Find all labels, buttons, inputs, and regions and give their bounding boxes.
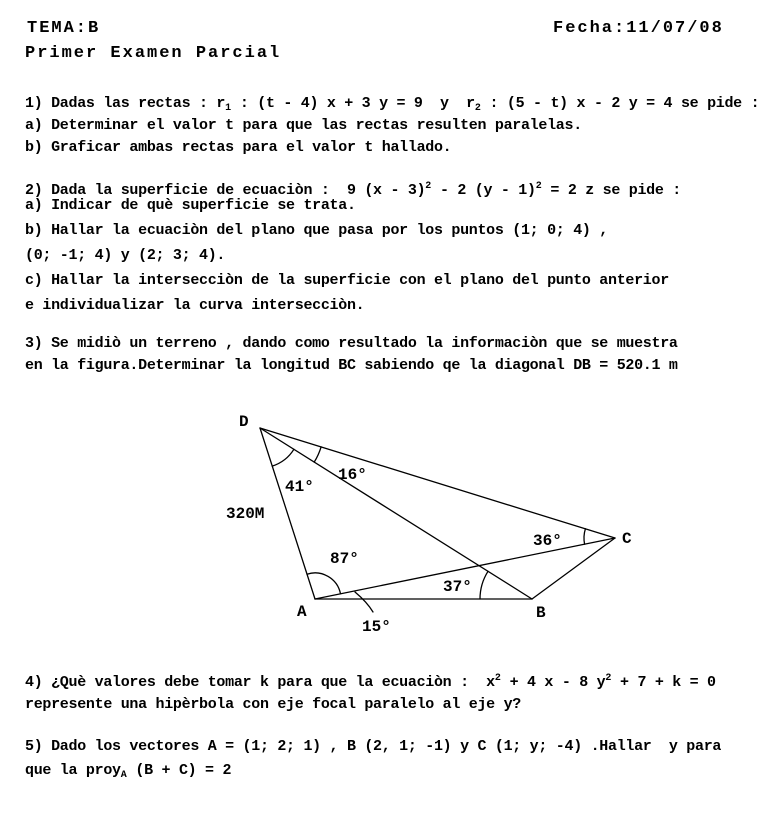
page-title: Primer Examen Parcial: [25, 44, 282, 63]
problem-1-item-b: b) Graficar ambas rectas para el valor t hallado.: [25, 139, 452, 156]
problem-2-item-c: c) Hallar la intersecciòn de la superficie con el plano del punto anterior: [25, 272, 669, 289]
angle-37-label: 37°: [443, 578, 472, 596]
problem-4-line-1: [25, 670, 716, 692]
p1-subscript-2: 2: [474, 103, 481, 114]
angle-87-label: 87°: [330, 550, 359, 568]
problem-5-line-2: [25, 762, 231, 785]
angle-arc-15: [355, 592, 373, 612]
p4-text-a: 4) ¿Què valores debe tomar k para que la ecuaciòn : x: [25, 674, 495, 691]
problem-3-line-2: en la figura.Determinar la longitud BC sabiendo qe la diagonal DB = 520.1 m: [25, 357, 678, 374]
angle-36-label: 36°: [533, 532, 562, 550]
p2-superscript-2: 2: [535, 181, 542, 192]
angle-arc-16: [314, 447, 321, 462]
p4-superscript-1: 2: [494, 673, 501, 684]
angle-arc-36: [584, 529, 585, 544]
problem-5-line-1: 5) Dado los vectores A = (1; 2; 1) , B (2, 1; -1) y C (1; y; -4) .Hallar y para: [25, 738, 722, 755]
angle-arc-41: [272, 449, 294, 466]
p4-text-c: + 7 + k = 0: [611, 674, 716, 691]
p5-text-a: que la proy: [25, 762, 121, 779]
p2-superscript-1: 2: [425, 181, 432, 192]
problem-2-item-b-cont: (0; -1; 4) y (2; 3; 4).: [25, 247, 226, 264]
segment-db-diagonal: [260, 428, 532, 599]
side-da-length-label: 320M: [226, 505, 265, 523]
vertex-a-label: A: [297, 603, 307, 621]
angle-41-label: 41°: [285, 478, 314, 496]
p1-text-a: 1) Dadas las rectas : r: [25, 95, 226, 112]
p4-superscript-2: 2: [605, 673, 612, 684]
vertex-d-label: D: [239, 413, 249, 431]
problem-1-item-a: a) Determinar el valor t para que las rectas resulten paralelas.: [25, 117, 582, 134]
problem-4-line-2: represente una hipèrbola con eje focal paralelo al eje y?: [25, 696, 521, 713]
p5-subscript-a: A: [120, 770, 127, 781]
segment-da: [260, 428, 315, 599]
problem-3-line-1: 3) Se midiò un terreno , dando como resultado la informaciòn que se muestra: [25, 335, 678, 352]
tema-label: TEMA:B: [27, 19, 101, 38]
vertex-b-label: B: [536, 604, 546, 622]
problem-2-item-c-cont: e individualizar la curva intersecciòn.: [25, 297, 365, 314]
p2-text-a: 2) Dada la superficie de ecuaciòn : 9 (x - 3): [25, 182, 426, 199]
angle-16-label: 16°: [338, 466, 367, 484]
p2-text-b: - 2 (y - 1): [431, 182, 536, 199]
vertex-c-label: C: [622, 530, 632, 548]
angle-arc-37: [480, 571, 488, 599]
p4-text-b: + 4 x - 8 y: [500, 674, 606, 691]
problem-2-item-b: b) Hallar la ecuaciòn del plano que pasa por los puntos (1; 0; 4) ,: [25, 222, 608, 239]
problem-2-item-a: a) Indicar de què superficie se trata.: [25, 197, 356, 214]
p1-text-c: : (5 - t) x - 2 y = 4 se pide :: [480, 95, 760, 112]
p1-text-b: : (t - 4) x + 3 y = 9 y r: [231, 95, 475, 112]
angle-15-label: 15°: [362, 618, 391, 636]
p2-text-c: = 2 z se pide :: [541, 182, 681, 199]
problem-1-line-1: [25, 95, 759, 118]
fecha-label: Fecha:11/07/08: [553, 19, 724, 38]
p1-subscript-1: 1: [225, 103, 232, 114]
p5-text-b: (B + C) = 2: [126, 762, 232, 779]
terrain-figure: [0, 405, 780, 650]
